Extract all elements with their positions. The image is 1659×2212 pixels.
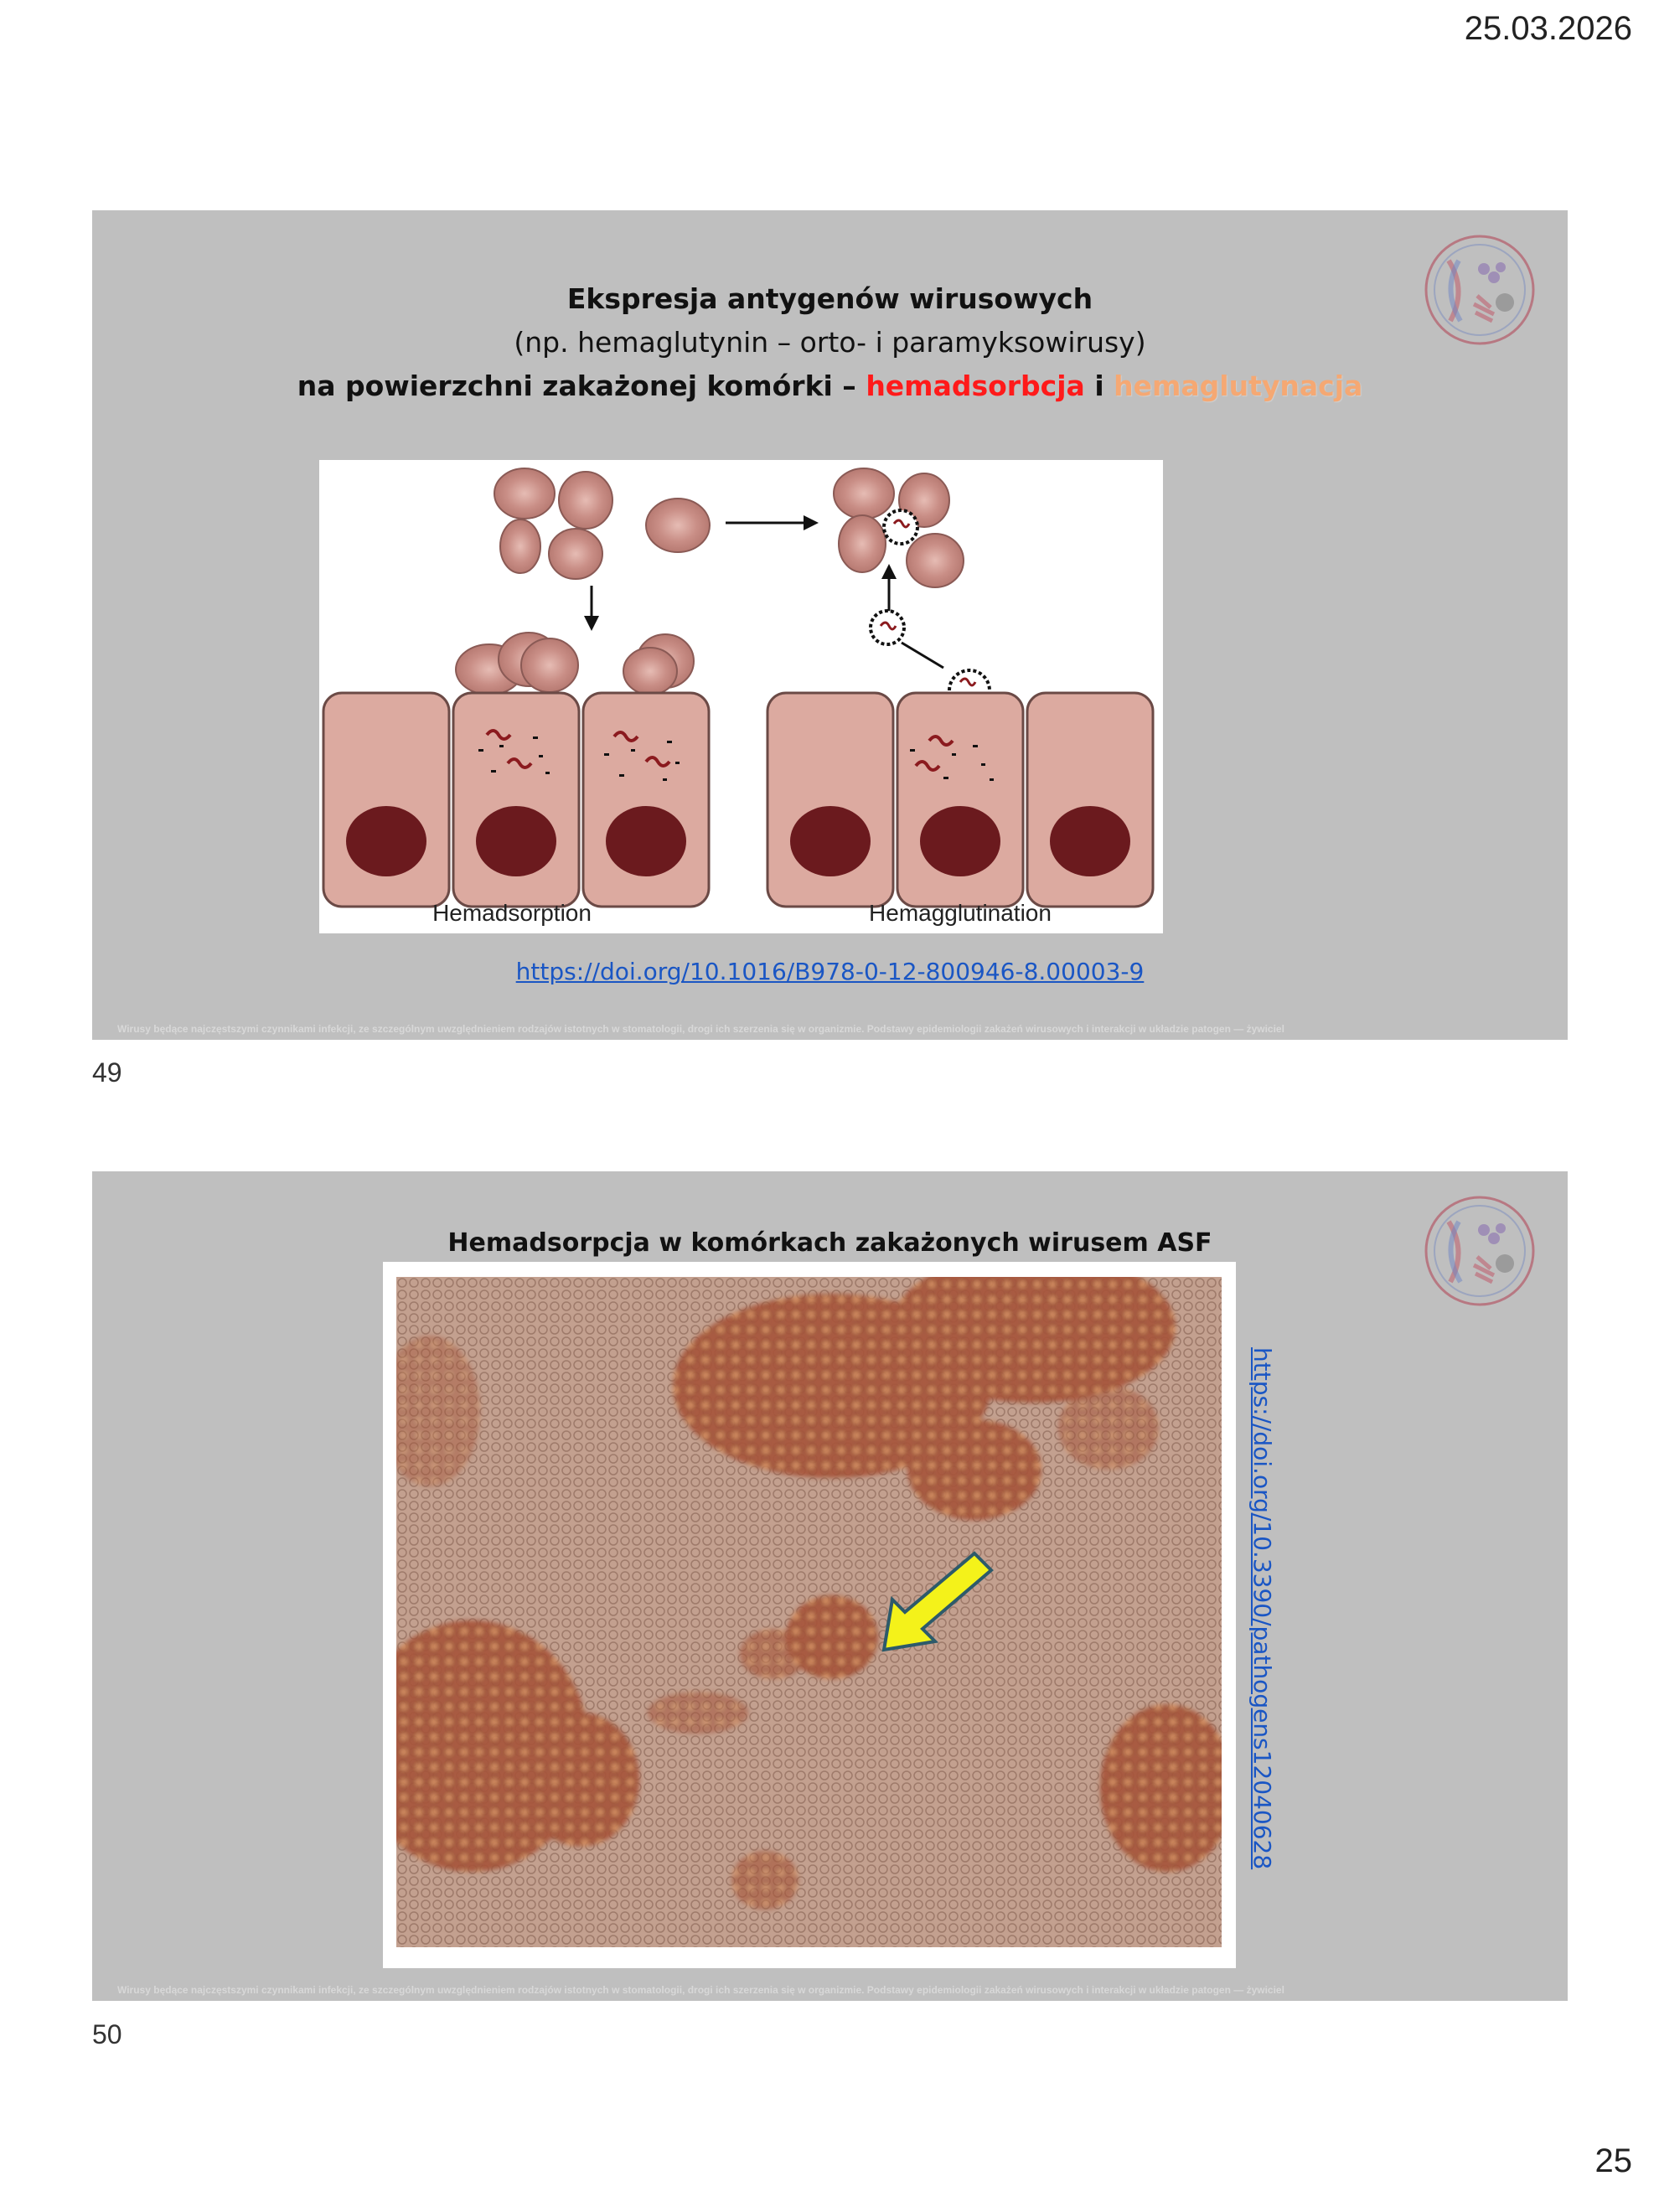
nucleus-icon [920, 806, 1000, 876]
slide-49 [92, 210, 1568, 1040]
term-hemadsorption: hemadsorbcja [866, 370, 1085, 402]
nucleus-icon [476, 806, 556, 876]
micrograph-image [396, 1277, 1222, 1947]
slide-number: 50 [92, 2019, 122, 2049]
doi-link[interactable]: https://doi.org/10.1016/B978-0-12-800946-8.00003-9 [515, 958, 1145, 985]
page-date: 25.03.2026 [1464, 10, 1632, 47]
slide-number: 49 [92, 1057, 122, 1088]
title-line-2: (np. hemaglutynin – orto- i paramyksowirusy) [514, 326, 1146, 359]
erythrocyte-icon [623, 648, 677, 695]
diagram-label-hemadsorption: Hemadsorption [432, 900, 592, 926]
nucleus-icon [346, 806, 426, 876]
erythrocyte-icon [834, 468, 894, 519]
slide-50 [92, 1171, 1568, 2001]
erythrocyte-icon [494, 468, 555, 519]
nucleus-icon [790, 806, 871, 876]
slide-title: Hemadsorpcja w komórkach zakażonych wirusem ASF [447, 1228, 1212, 1258]
hemadsorption-diagram [319, 460, 1163, 933]
diagram-label-hemagglutination: Hemagglutination [869, 900, 1052, 926]
title-line-3 [92, 364, 1568, 408]
erythrocyte-icon [559, 472, 612, 529]
erythrocyte-icon [521, 638, 578, 692]
term-hemagglutination: hemaglutynacja [1114, 370, 1363, 402]
nucleus-icon [606, 806, 686, 876]
slide-footer-note: Wirusy będące najczęstszymi czynnikami infekcji, ze szczególnym uwzględnieniem rodzajów istotnych w stomatologii, drogi ich szerzenia się w organizmie. Podstawy epidemiologii zakażeń wirusowych i interakcji w układzie patogen — żywiciel [117, 1023, 1284, 1035]
nucleus-icon [1050, 806, 1130, 876]
erythrocyte-icon [500, 519, 540, 573]
virion-icon [871, 611, 904, 644]
virion-icon [884, 510, 917, 544]
title-line-1: Ekspresja antygenów wirusowych [566, 282, 1093, 315]
slide-footer-note: Wirusy będące najczęstszymi czynnikami infekcji, ze szczególnym uwzględnieniem rodzajów istotnych w stomatologii, drogi ich szerzenia się w organizmie. Podstawy epidemiologii zakażeń wirusowych i interakcji w układzie patogen — żywiciel [117, 1984, 1284, 1996]
erythrocyte-icon [646, 499, 710, 552]
erythrocyte-icon [549, 529, 602, 579]
page-number: 25 [1594, 2142, 1632, 2179]
doi-link-vertical[interactable]: https://doi.org/10.3390/pathogens12040628 [1248, 1347, 1276, 1870]
micrograph-frame [383, 1262, 1236, 1968]
erythrocyte-icon [839, 515, 886, 572]
slide-title [92, 277, 1568, 408]
title-connector: i [1084, 370, 1114, 402]
erythrocyte-icon [907, 534, 964, 587]
title-line-3-prefix: na powierzchni zakażonej komórki – [297, 370, 866, 402]
